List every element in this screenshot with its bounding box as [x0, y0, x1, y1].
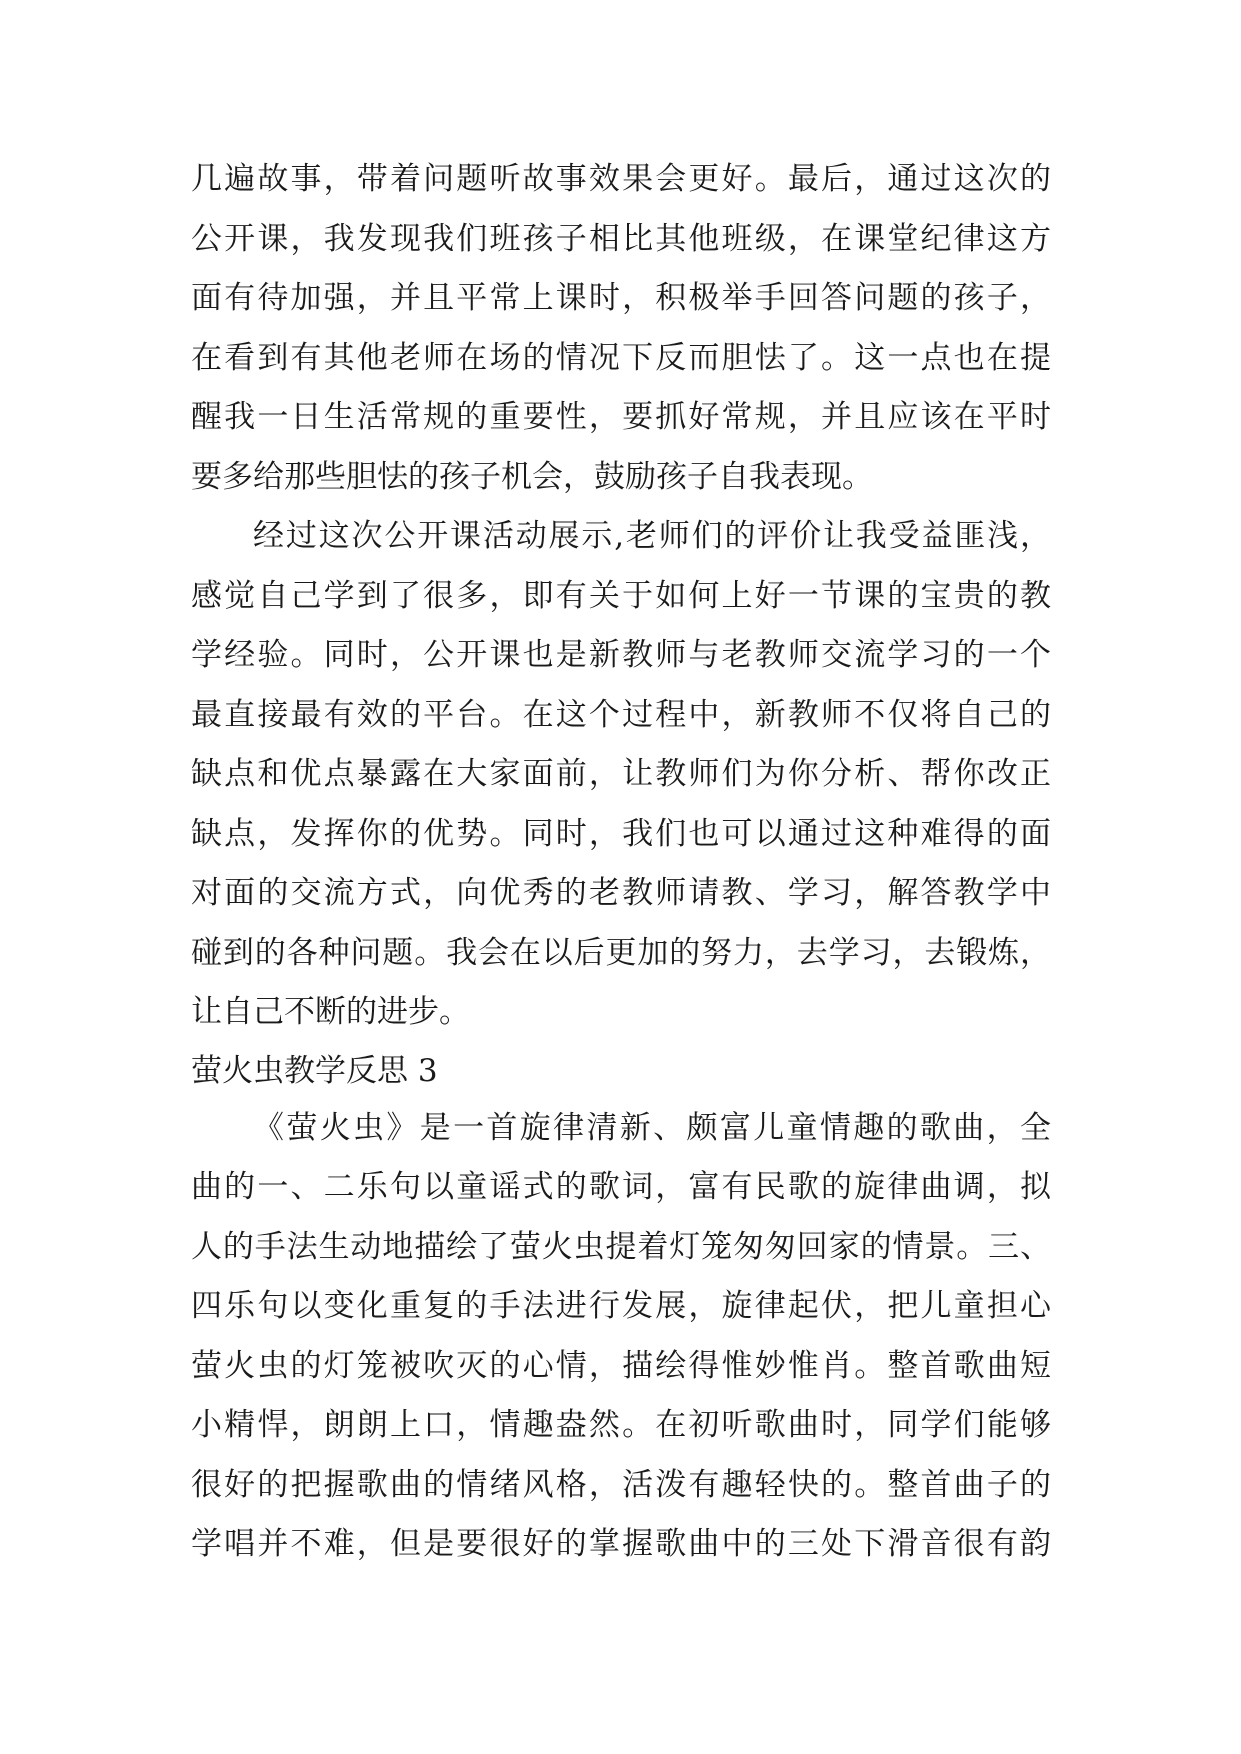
paragraph	[191, 507, 1051, 1043]
text-line: 几遍故事，带着问题听故事效果会更好。最后，通过这次的	[191, 161, 1051, 197]
text-line: 面有待加强，并且平常上课时，积极举手回答问题的孩子，	[191, 280, 1051, 316]
text-line: 学经验。同时，公开课也是新教师与老教师交流学习的一个	[191, 637, 1051, 673]
text-line: 对面的交流方式，向优秀的老教师请教、学习，解答教学中	[191, 875, 1051, 911]
section-heading	[191, 1043, 1051, 1099]
text-line: 最直接最有效的平台。在这个过程中，新教师不仅将自己的	[191, 696, 1051, 733]
text-line: 曲的一、二乐句以童谣式的歌词，富有民歌的旋律曲调，拟	[191, 1169, 1051, 1205]
text-line: 萤火虫的灯笼被吹灭的心情，描绘得惟妙惟肖。整首歌曲短	[191, 1347, 1051, 1384]
text-line: 很好的把握歌曲的情绪风格，活泼有趣轻快的。整首曲子的	[191, 1466, 1051, 1503]
text-line: 缺点和优点暴露在大家面前，让教师们为你分析、帮你改正	[191, 756, 1051, 792]
text-line: 《萤火虫》是一首旋律清新、颇富儿童情趣的歌曲，全	[253, 1109, 1051, 1146]
text-line: 人的手法生动地描绘了萤火虫提着灯笼匆匆回家的情景。三、	[191, 1228, 1051, 1265]
paragraph	[191, 150, 1051, 507]
text-line: 碰到的各种问题。我会在以后更加的努力，去学习，去锻炼，	[191, 934, 1051, 971]
text-line: 小精悍，朗朗上口，情趣盎然。在初听歌曲时，同学们能够	[191, 1407, 1051, 1443]
text-line: 让自己不断的进步。	[191, 994, 470, 1030]
text-line: 感觉自己学到了很多，即有关于如何上好一节课的宝贵的教	[191, 577, 1051, 614]
text-line: 要多给那些胆怯的孩子机会，鼓励孩子自我表现。	[191, 458, 873, 495]
text-line: 学唱并不难，但是要很好的掌握歌曲中的三处下滑音很有韵	[191, 1526, 1051, 1562]
text-line: 醒我一日生活常规的重要性，要抓好常规，并且应该在平时	[191, 399, 1051, 435]
text-line: 缺点，发挥你的优势。同时，我们也可以通过这种难得的面	[191, 815, 1051, 852]
text-line: 经过这次公开课活动展示,老师们的评价让我受益匪浅，	[253, 518, 1051, 554]
text-line: 四乐句以变化重复的手法进行发展，旋律起伏，把儿童担心	[191, 1288, 1051, 1324]
heading-text: 萤火虫教学反思 3	[191, 1052, 438, 1089]
text-line: 在看到有其他老师在场的情况下反而胆怯了。这一点也在提	[191, 339, 1051, 376]
document-body	[191, 150, 1051, 1575]
text-line: 公开课，我发现我们班孩子相比其他班级，在课堂纪律这方	[191, 220, 1051, 257]
paragraph	[191, 1099, 1051, 1575]
